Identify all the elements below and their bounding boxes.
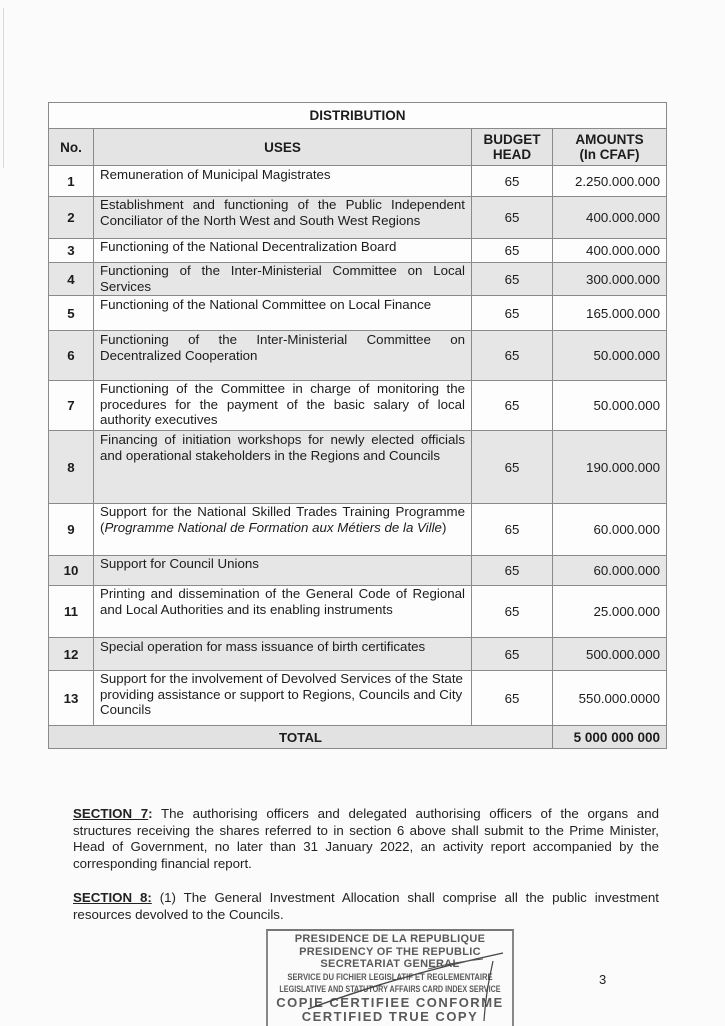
row-budget-head: 65 — [472, 166, 553, 197]
row-uses-text: Functioning of the Inter-Ministerial Committee on Local Services — [100, 263, 465, 294]
section-7-colon: : — [148, 806, 153, 821]
row-uses — [94, 671, 472, 726]
row-budget-head: 65 — [472, 556, 553, 586]
signature-icon — [268, 931, 512, 1026]
header-budget-head — [472, 129, 553, 166]
row-no: 3 — [49, 239, 94, 263]
row-uses-text: Special operation for mass issuance of birth certificates — [100, 639, 426, 654]
section-8-label: SECTION 8: — [73, 890, 152, 905]
total-label: TOTAL — [49, 726, 553, 749]
table-row — [49, 263, 667, 296]
row-budget-head: 65 — [472, 331, 553, 381]
row-no: 12 — [49, 638, 94, 671]
row-amount: 60.000.000 — [553, 556, 667, 586]
header-uses: USES — [94, 129, 472, 166]
row-no: 4 — [49, 263, 94, 296]
stamp-line-4: SERVICE DU FICHIER LEGISLATIF ET REGLEMENTAIRE — [287, 971, 493, 982]
row-budget-head: 65 — [472, 381, 553, 431]
table-title: DISTRIBUTION — [49, 103, 667, 129]
header-budget-head-line1: BUDGET — [483, 132, 541, 147]
section-7-text: The authorising officers and delegated authorising officers of the organs and structures receiving the shares referred to in section 6 above shall submit to the Prime Minister, Head of Government, no later than 31 January 2022, an activity report accompanied by the corresponding financial report. — [73, 806, 659, 871]
total-amount: 5 000 000 000 — [553, 726, 667, 749]
table-row — [49, 296, 667, 331]
row-uses-text: Remuneration of Municipal Magistrates — [100, 167, 331, 182]
row-budget-head: 65 — [472, 504, 553, 556]
row-amount: 50.000.000 — [553, 381, 667, 431]
row-uses — [94, 586, 472, 638]
certified-copy-stamp — [266, 929, 514, 1026]
row-budget-head: 65 — [472, 586, 553, 638]
table-header-row — [49, 129, 667, 166]
table-row — [49, 197, 667, 239]
table-row — [49, 671, 667, 726]
table-row — [49, 166, 667, 197]
row-uses-text: Functioning of the Inter-Ministerial Committee on Decentralized Cooperation — [100, 332, 465, 363]
row-uses-text: Support for Council Unions — [100, 556, 259, 571]
table-row — [49, 239, 667, 263]
table-row — [49, 381, 667, 431]
header-amounts-line2: (In CFAF) — [579, 147, 640, 162]
row-uses-italic: Programme National de Formation aux Métiers de la Ville — [104, 519, 442, 535]
row-no: 7 — [49, 381, 94, 431]
row-budget-head: 65 — [472, 239, 553, 263]
row-no: 9 — [49, 504, 94, 556]
row-no: 13 — [49, 671, 94, 726]
row-amount: 300.000.000 — [553, 263, 667, 296]
row-uses-text: Functioning of the Committee in charge of monitoring the procedures for the payment of the basic salary of local authority executives — [100, 381, 465, 427]
section-7-paragraph — [73, 806, 659, 872]
row-uses — [94, 381, 472, 431]
total-row — [49, 726, 667, 749]
row-no: 5 — [49, 296, 94, 331]
row-uses — [94, 331, 472, 381]
row-uses-text: Financing of initiation workshops for newly elected officials and operational stakeholders in the Regions and Councils — [100, 432, 465, 463]
stamp-line-2: PRESIDENCY OF THE REPUBLIC — [299, 945, 481, 958]
row-amount: 50.000.000 — [553, 331, 667, 381]
row-budget-head: 65 — [472, 638, 553, 671]
row-budget-head: 65 — [472, 296, 553, 331]
table-row — [49, 431, 667, 504]
stamp-line-7: CERTIFIED TRUE COPY — [301, 1008, 479, 1024]
stamp-line-1: PRESIDENCE DE LA REPUBLIQUE — [294, 933, 486, 945]
row-amount: 165.000.000 — [553, 296, 667, 331]
table-row — [49, 586, 667, 638]
row-amount: 550.000.0000 — [553, 671, 667, 726]
section-8-paragraph — [73, 890, 659, 923]
row-budget-head: 65 — [472, 671, 553, 726]
row-amount: 500.000.000 — [553, 638, 667, 671]
row-uses — [94, 504, 472, 556]
row-uses-text: Functioning of the National Committee on Local Finance — [100, 297, 432, 312]
row-amount: 400.000.000 — [553, 197, 667, 239]
stamp-line-3: SECRETARIAT GENERAL — [320, 958, 460, 970]
row-amount: 190.000.000 — [553, 431, 667, 504]
row-no: 1 — [49, 166, 94, 197]
row-uses-text: Printing and dissemination of the General Code of Regional and Local Authorities and its enabling instruments — [100, 586, 465, 617]
table-row — [49, 556, 667, 586]
stamp-line-6: COPIE CERTIFIEE CONFORME — [276, 994, 504, 1010]
row-uses — [94, 296, 472, 331]
row-uses-prefix: Support for the National Skilled Trades Training Programme ( — [100, 504, 465, 535]
row-amount: 60.000.000 — [553, 504, 667, 556]
table-row — [49, 638, 667, 671]
row-budget-head: 65 — [472, 197, 553, 239]
row-amount: 25.000.000 — [553, 586, 667, 638]
row-no: 2 — [49, 197, 94, 239]
row-uses — [94, 166, 472, 197]
row-budget-head: 65 — [472, 263, 553, 296]
table-title-row — [49, 103, 667, 129]
row-amount: 400.000.000 — [553, 239, 667, 263]
row-no: 6 — [49, 331, 94, 381]
row-uses-text: Establishment and functioning of the Public Independent Conciliator of the North West and South West Regions — [100, 197, 465, 228]
section-8-text: (1) The General Investment Allocation shall comprise all the public investment resources devolved to the Councils. — [73, 890, 659, 922]
row-uses-text: Functioning of the National Decentralization Board — [100, 239, 397, 254]
header-amounts-line1: AMOUNTS — [575, 132, 644, 147]
table-row — [49, 331, 667, 381]
row-uses-text: Support for the involvement of Devolved Services of the State providing assistance or support to Regions, Councils and City Councils — [100, 671, 463, 717]
row-no: 10 — [49, 556, 94, 586]
row-uses — [94, 431, 472, 504]
distribution-table — [48, 102, 667, 749]
row-no: 11 — [49, 586, 94, 638]
stamp-line-5: LEGISLATIVE AND STATUTORY AFFAIRS CARD INDEX SERVICE — [279, 984, 501, 994]
row-uses — [94, 197, 472, 239]
row-amount: 2.250.000.000 — [553, 166, 667, 197]
section-7-label: SECTION 7 — [73, 806, 149, 821]
table-row — [49, 504, 667, 556]
row-budget-head: 65 — [472, 431, 553, 504]
header-no: No. — [49, 129, 94, 166]
row-uses — [94, 556, 472, 586]
row-uses — [94, 263, 472, 296]
header-budget-head-line2: HEAD — [492, 147, 532, 162]
row-uses — [94, 638, 472, 671]
row-uses-text — [100, 504, 465, 535]
header-amounts — [553, 129, 667, 166]
page-number: 3 — [599, 972, 607, 987]
row-uses-suffix: ) — [441, 519, 447, 535]
page-edge — [3, 8, 4, 168]
row-no: 8 — [49, 431, 94, 504]
row-uses — [94, 239, 472, 263]
